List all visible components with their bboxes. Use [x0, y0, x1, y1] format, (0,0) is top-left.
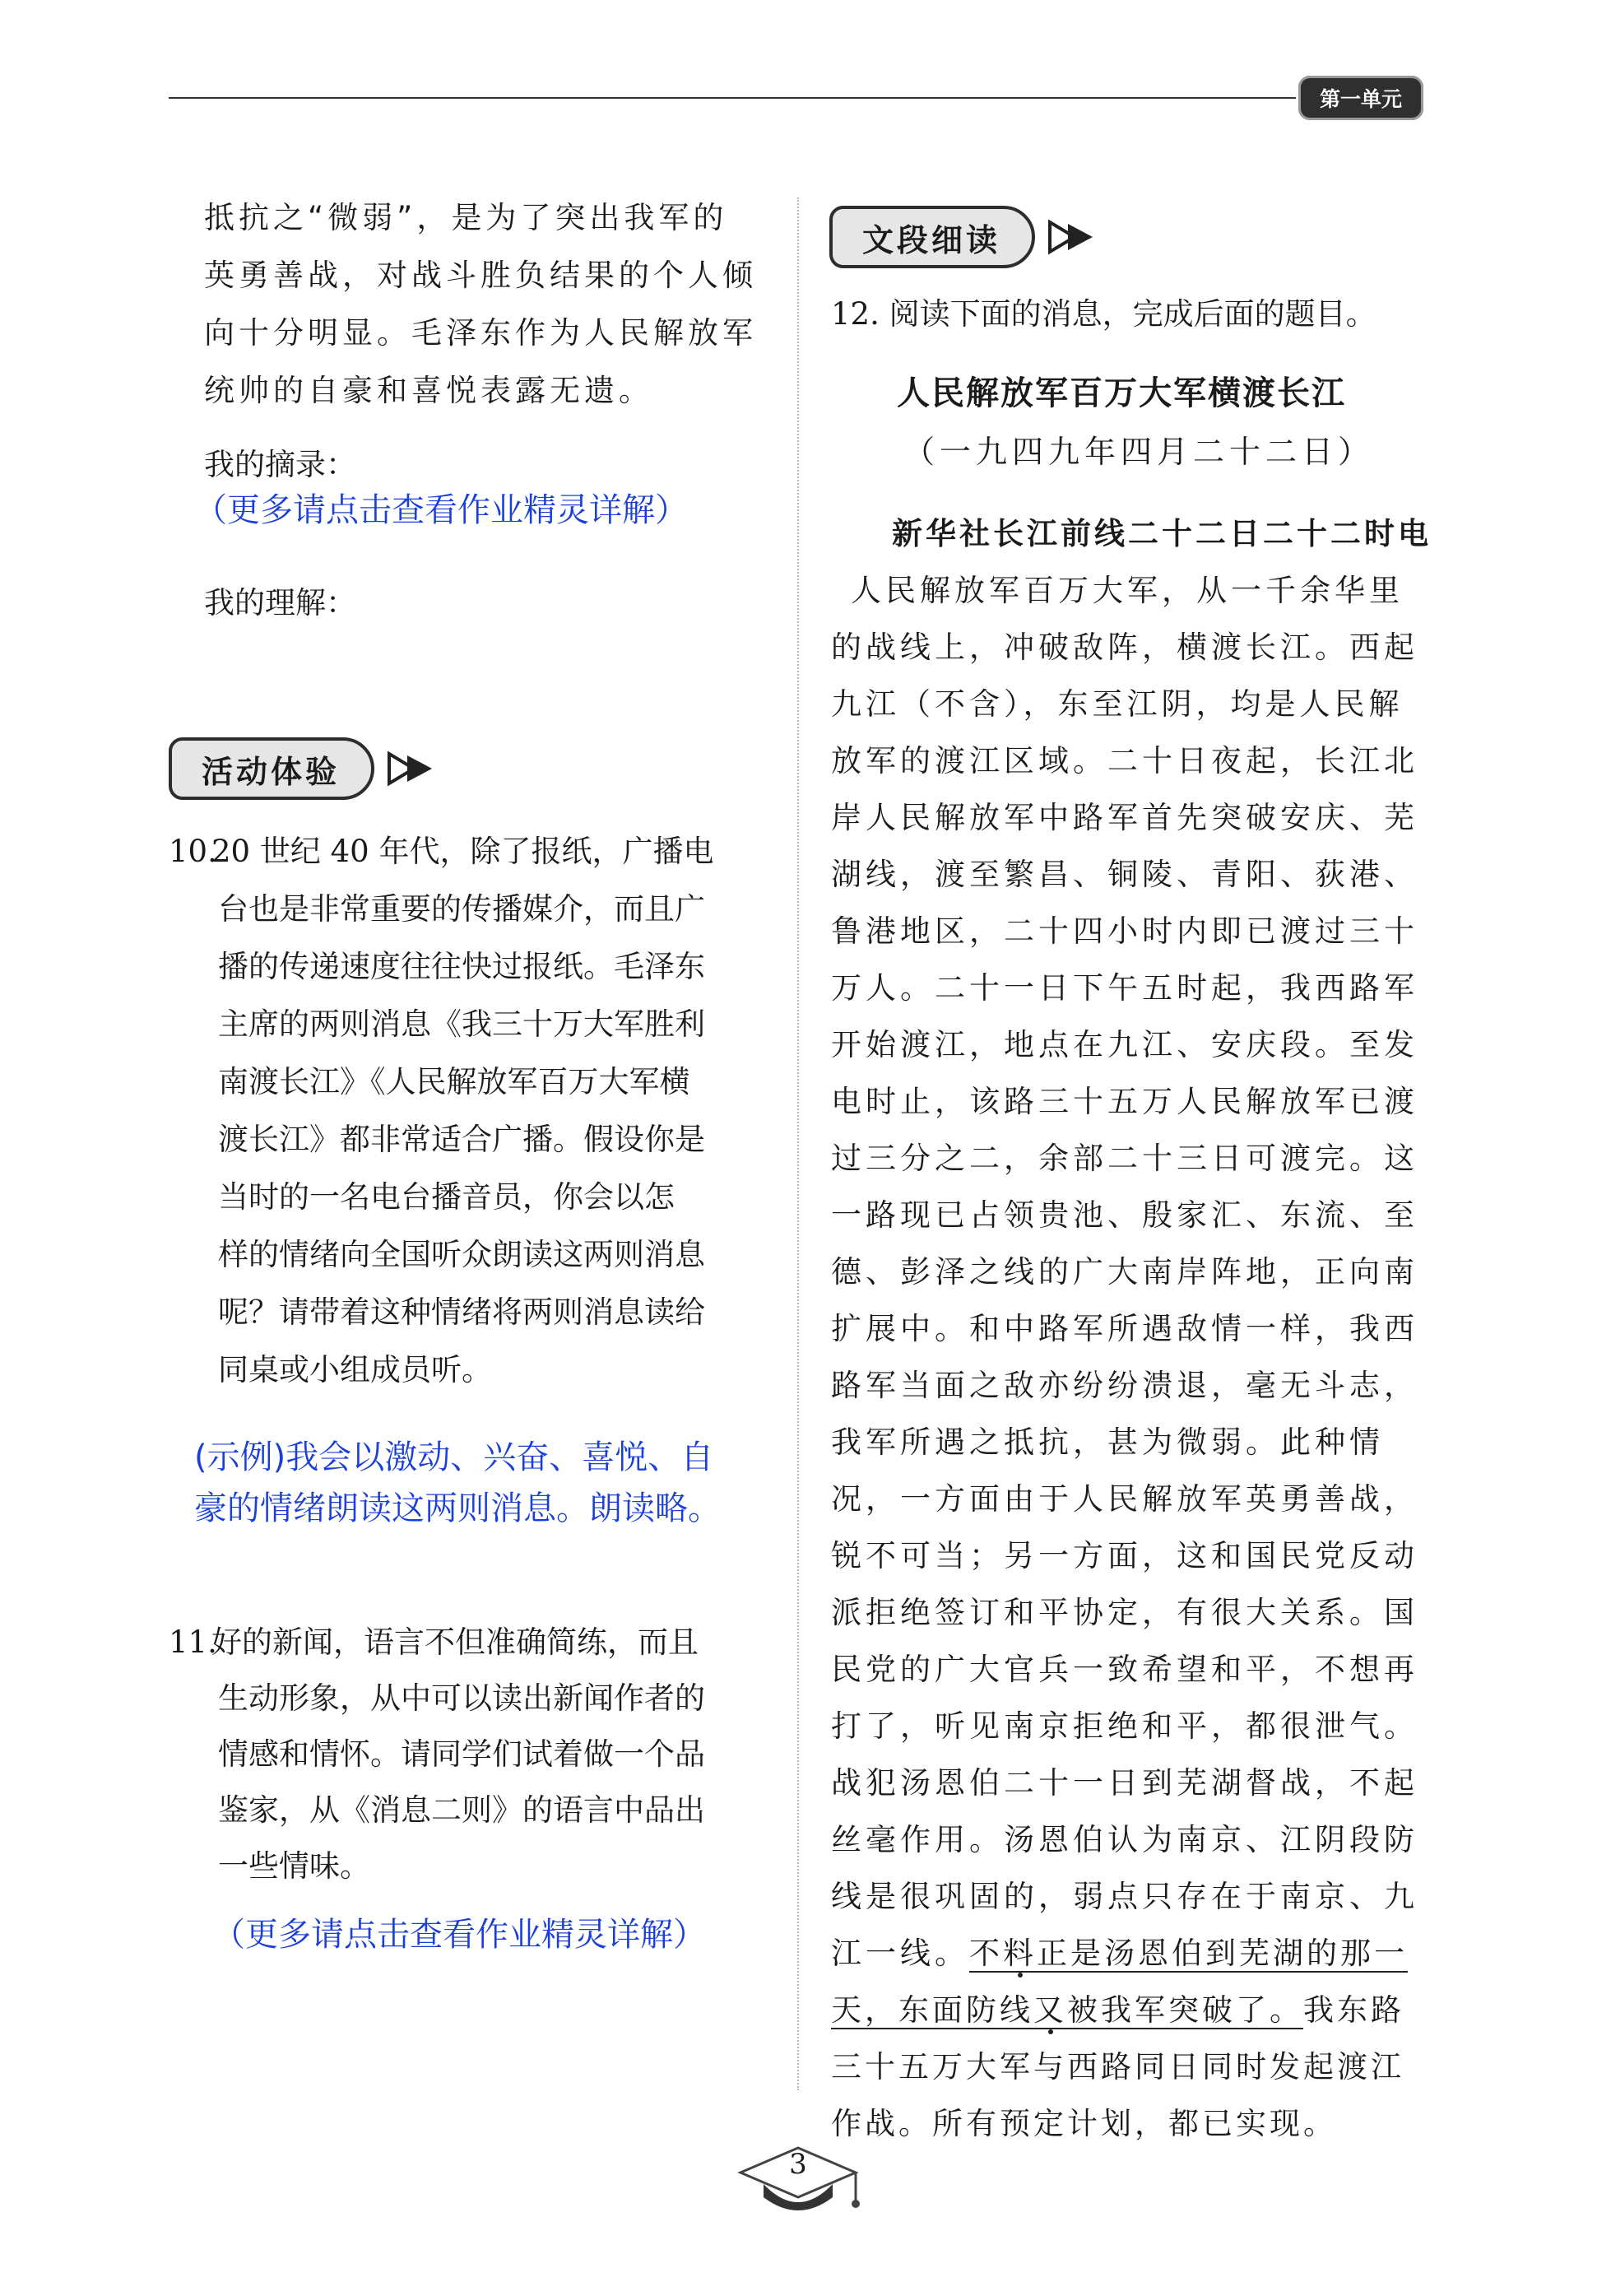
news-text: 人民解放军百万大军，从一千余华里的战线上，冲破敌阵，横渡长江。西起九江（不含），东至江阴，均是人民解放军的渡江区域。二十日夜起，长江北岸人民解放军中路军首先突破安庆、芜湖线，渡至繁昌、铜陵、青阳、荻港、鲁港地区，二十四小时内即已渡过三十万人。二十一日下午五时起，我西路军开始渡江，地点在九江、安庆段。至发电时止，该路三十五万人民解放军已渡过三分之二，余部二十三日可渡完。这一路现已占领贵池、殷家汇、东流、至德、彭泽之线的广大南岸阵地，正向南扩展中。和中路军所遇敌情一样，我西路军当面之敌亦纷纷溃退，毫无斗志，我军所遇之抵抗，甚为微弱。此种情况，一方面由于人民解放军英勇善战，锐不可当；另一方面，这和国民党反动派拒绝签订和平协定，有很大关系。国民党的广大官兵一致希望和平，不想再打了，听见南京拒绝和平，都很泄气。战犯汤恩伯二十一日到芜湖督战，不起丝毫作用。汤恩伯认为南京、江阴段防线是很巩固的，弱点只存在于南京、九江一线。 [831, 573, 1418, 1971]
question-line: 呢？请带着这种情绪将两则消息读给 [218, 1294, 705, 1330]
question-line: 一些情味。 [218, 1848, 370, 1884]
news-title: 人民解放军百万大军横渡长江 [897, 374, 1346, 412]
unit-tab: 第一单元 [1298, 76, 1423, 120]
question-number: 11. [169, 1624, 217, 1660]
continuation-line: 向十分明显。毛泽东作为人民解放军 [204, 315, 757, 351]
answer-line: 豪的情绪朗读这两则消息。朗读略。 [194, 1490, 721, 1527]
continuation-text [204, 189, 757, 420]
question-line: 鉴家，从《消息二则》的语言中品出 [218, 1792, 705, 1828]
emphasis-dot-char: 料 [1003, 1936, 1037, 1971]
underlined-sentence: 不料正是汤恩伯到芜湖的那一天，东面防线又被我军突破了。 [831, 1936, 1408, 2028]
understanding-label: 我的理解： [204, 585, 356, 620]
question-line: 好的新闻，语言不但准确简练，而且 [211, 1624, 699, 1660]
question-11 [169, 1615, 778, 1894]
continuation-line: 统帅的自豪和喜悦表露无遗。 [204, 373, 653, 408]
continuation-line: 抵抗之“微弱”，是为了突出我军的 [204, 200, 728, 235]
question-10 [169, 823, 778, 1399]
activity-section-heading [169, 737, 437, 800]
question-line: 样的情绪向全国听众朗读这两则消息 [218, 1237, 705, 1272]
reading-section-title: 文段细读 [829, 206, 1035, 268]
page-number-badge [732, 2140, 864, 2222]
more-details-link[interactable]: （更多请点击查看作业精灵详解） [194, 491, 688, 529]
double-arrow-icon [1047, 219, 1098, 255]
question-line: 渡长江》都非常适合广播。假设你是 [218, 1122, 705, 1157]
question-line: 20 世纪 40 年代，除了报纸，广播电 [211, 834, 714, 869]
question-line: 南渡长江》《人民解放军百万大军横 [218, 1064, 690, 1099]
reading-section-heading [829, 206, 1098, 268]
news-text-end: 我东路三十五万大军与西路同日同时发起渡江作战。所有预定计划，都已实现。 [831, 1992, 1404, 2141]
news-dateline: 新华社长江前线二十二日二十二时电 [892, 516, 1432, 551]
emphasis-dot-char: 又 [1033, 1992, 1067, 2028]
news-date: （一九四九年四月二十二日） [903, 434, 1375, 470]
question-line: 生动形象，从中可以读出新闻作者的 [218, 1680, 705, 1716]
excerpt-label: 我的摘录： [204, 447, 356, 482]
question-line: 台也是非常重要的传播媒介，而且广 [218, 891, 705, 927]
more-details-link[interactable]: （更多请点击查看作业精灵详解） [212, 1916, 706, 1954]
double-arrow-icon [386, 751, 437, 787]
continuation-line: 英勇善战，对战斗胜负结果的个人倾 [204, 258, 757, 293]
question-number: 10. [169, 834, 217, 869]
header-rule [169, 97, 1296, 99]
answer-line: (示例)我会以激动、兴奋、喜悦、自 [194, 1438, 714, 1476]
activity-section-title: 活动体验 [169, 737, 374, 800]
question-12-prompt: 12. 阅读下面的消息，完成后面的题目。 [831, 296, 1376, 332]
question-line: 主席的两则消息《我三十万大军胜利 [218, 1006, 705, 1042]
question-line: 当时的一名电台播音员，你会以怎 [218, 1179, 675, 1215]
question-line: 情感和情怀。请同学们试着做一个品 [218, 1736, 705, 1772]
question-line: 播的传递速度往往快过报纸。毛泽东 [218, 949, 705, 984]
question-line: 同桌或小组成员听。 [218, 1352, 492, 1387]
column-divider [797, 198, 799, 2090]
page-number: 3 [789, 2148, 807, 2181]
answer-10 [194, 1432, 721, 1534]
news-body [831, 505, 1432, 2152]
